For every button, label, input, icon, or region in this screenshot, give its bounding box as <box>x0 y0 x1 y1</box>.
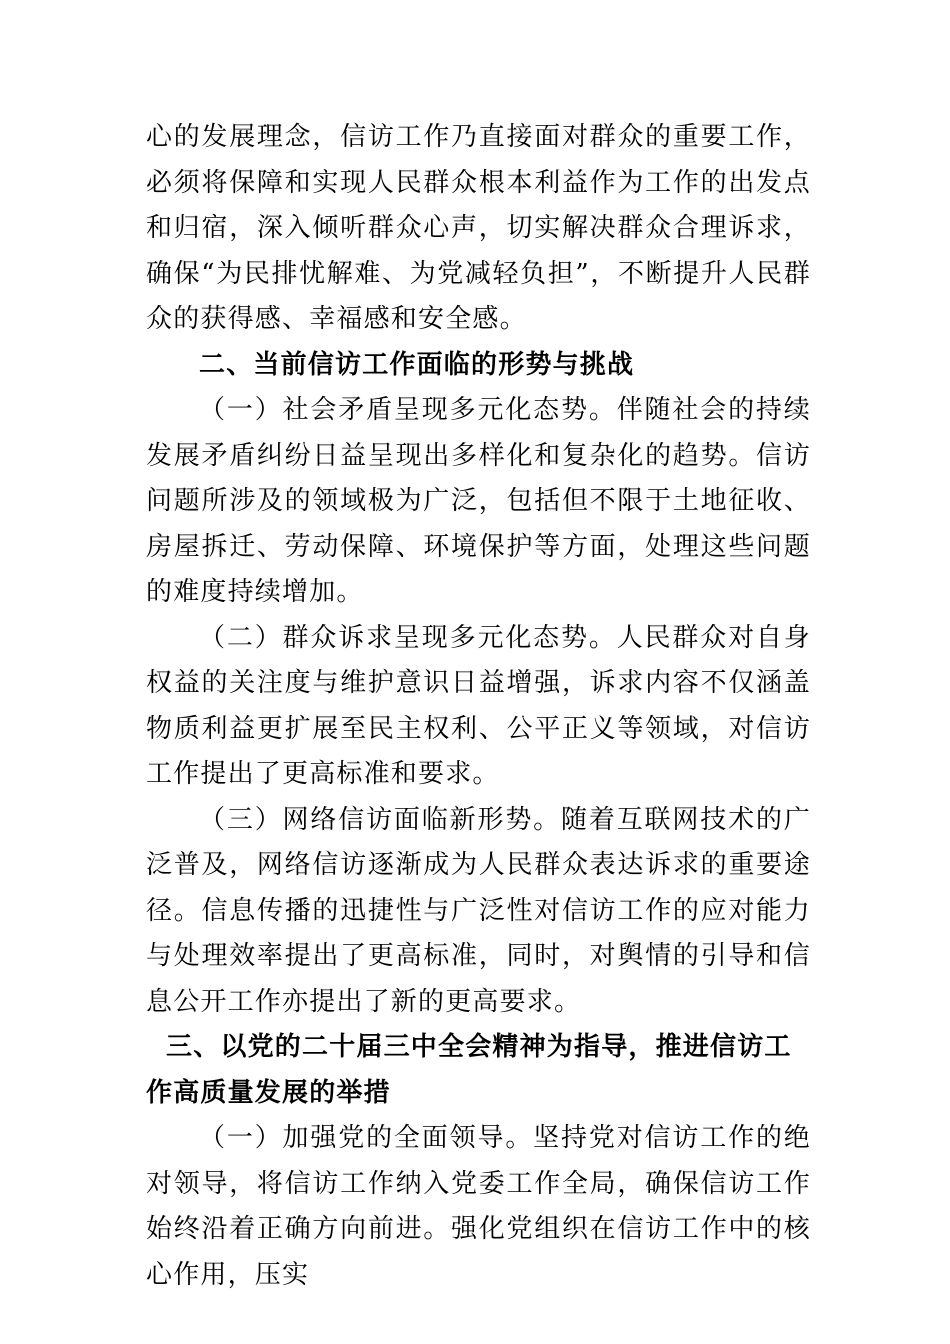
paragraph-section-2-2 <box>146 616 811 798</box>
section-heading-3: 三、以党的二十届三中全会精神为指导，推进信访工作高质量发展的举措 <box>146 1032 792 1108</box>
body-2-2: 人民群众对自身权益的关注度与维护意识日益增强，诉求内容不仅涵盖物质利益更扩展至民主权利、公平正义等领域，对信访工作提出了更高标准和要求。 <box>146 622 811 789</box>
document-body <box>146 115 811 1298</box>
paragraph-section-2-1 <box>146 388 811 616</box>
subheading-2-2: （二）群众诉求呈现多元化态势。 <box>199 622 617 653</box>
body-3-1: 坚持党对信访工作的绝对领导，将信访工作纳入党委工作全局，确保信访工作始终沿着正确方向前进。强化党组织在信访工作中的核心作用，压实 <box>146 1123 811 1290</box>
body-2-3: 随着互联网技术的广泛普及，网络信访逐渐成为人民群众表达诉求的重要途径。信息传播的迅捷性与广泛性对信访工作的应对能力与处理效率提出了更高标准，同时，对舆情的引导和信息公开工作亦提出了新的更高要求。 <box>146 804 811 1017</box>
section-heading-2: 二、当前信访工作面临的形势与挑战 <box>199 349 635 380</box>
subheading-3-1: （一）加强党的全面领导。 <box>199 1123 534 1153</box>
paragraph-section-2-3 <box>146 798 811 1026</box>
paragraph-section-3-1 <box>146 1116 811 1298</box>
body-2-1: 伴随社会的持续发展矛盾纠纷日益呈现出多样化和复杂化的趋势。信访问题所涉及的领域极为广泛，包括但不限于土地征收、房屋拆迁、劳动保障、环境保护等方面，处理这些问题的难度持续增加。 <box>146 395 811 607</box>
subheading-2-3: （三）网络信访面临新形势。 <box>199 804 562 835</box>
subheading-2-1: （一）社会矛盾呈现多元化态势。 <box>199 395 617 425</box>
paragraph-intro-continuation: 心的发展理念，信访工作乃直接面对群众的重要工作，必须将保障和实现人民群众根本利益作为工作的出发点和归宿，深入倾听群众心声，切实解决群众合理诉求，确保“为民排忧解难、为党减轻负担”，不断提升人民群众的获得感、幸福感和安全感。 <box>146 122 811 334</box>
